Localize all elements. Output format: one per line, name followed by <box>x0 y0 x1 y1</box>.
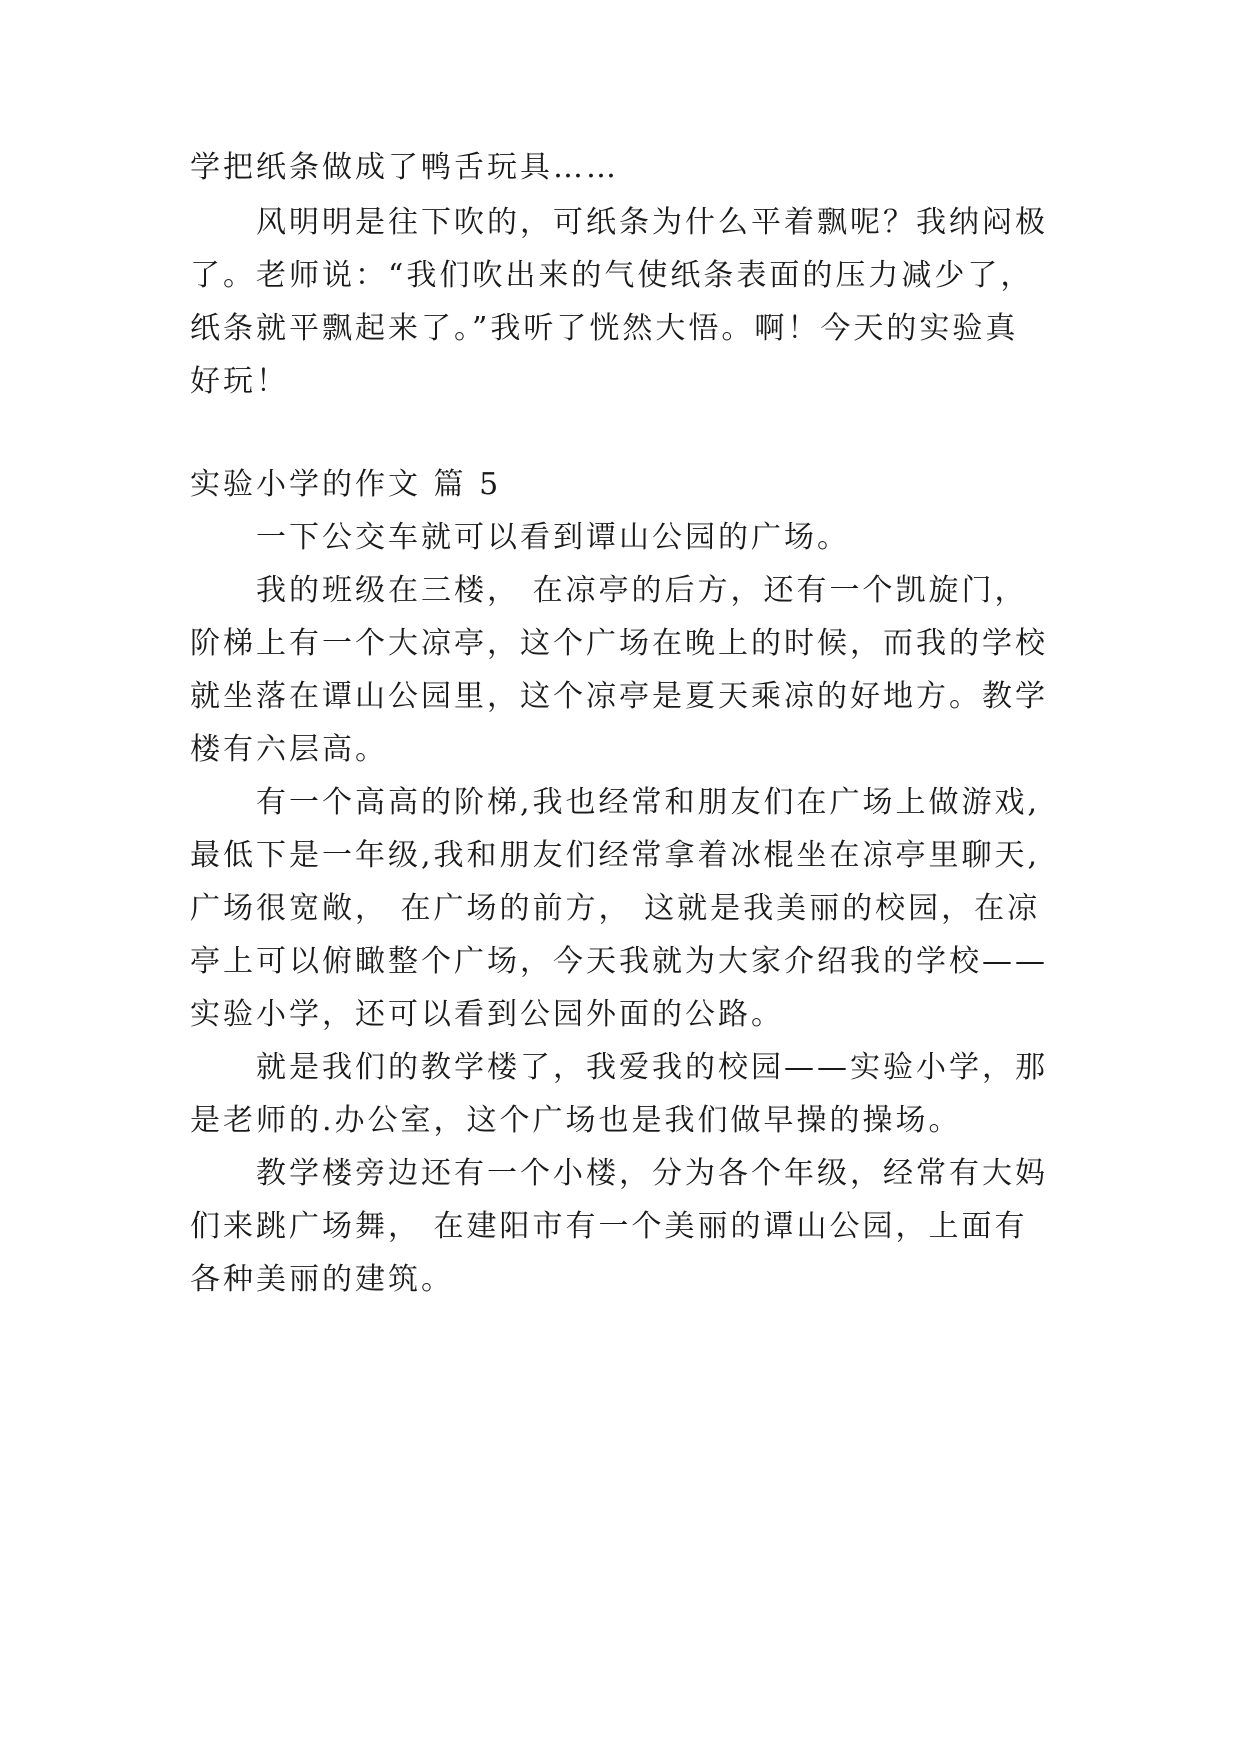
paragraph-line: 一下公交车就可以看到谭山公园的广场。 <box>256 520 850 555</box>
paragraph-line: 实验小学，还可以看到公园外面的公路。 <box>190 997 784 1032</box>
paragraph-line: 就是我们的教学楼了，我爱我的校园——实验小学，那 <box>256 1050 1048 1085</box>
paragraph-line: 亭上可以俯瞰整个广场，今天我就为大家介绍我的学校—— <box>190 944 1048 979</box>
paragraph-line: 们来跳广场舞， 在建阳市有一个美丽的谭山公园，上面有 <box>190 1209 1028 1244</box>
section-title: 实验小学的作文 篇 5 <box>190 467 502 502</box>
paragraph-line: 了。老师说：“我们吹出来的气使纸条表面的压力减少了， <box>190 258 1034 293</box>
paragraph-line: 我的班级在三楼， 在凉亭的后方，还有一个凯旋门， <box>256 573 1028 608</box>
paragraph-line: 阶梯上有一个大凉亭，这个广场在晚上的时候，而我的学校 <box>190 626 1048 661</box>
paragraph-line: 楼有六层高。 <box>190 732 388 767</box>
paragraph-line: 是老师的.办公室，这个广场也是我们做早操的操场。 <box>190 1103 962 1138</box>
continuation-line: 学把纸条做成了鸭舌玩具…… <box>190 150 619 185</box>
paragraph-line: 纸条就平飘起来了。”我听了恍然大悟。啊！今天的实验真 <box>190 311 1019 346</box>
paragraph-line: 各种美丽的建筑。 <box>190 1262 454 1297</box>
paragraph-line: 最低下是一年级,我和朋友们经常拿着冰棍坐在凉亭里聊天, <box>190 838 1041 873</box>
document-page <box>190 0 1050 1754</box>
paragraph-line: 好玩！ <box>190 364 289 399</box>
paragraph-line: 教学楼旁边还有一个小楼，分为各个年级，经常有大妈 <box>256 1156 1048 1191</box>
paragraph-line: 广场很宽敞， 在广场的前方， 这就是我美丽的校园，在凉 <box>190 891 1041 926</box>
paragraph-line: 风明明是往下吹的，可纸条为什么平着飘呢？我纳闷极 <box>256 205 1048 240</box>
paragraph-line: 有一个高高的阶梯,我也经常和朋友们在广场上做游戏, <box>256 785 1041 820</box>
paragraph-line: 就坐落在谭山公园里，这个凉亭是夏天乘凉的好地方。教学 <box>190 679 1048 714</box>
